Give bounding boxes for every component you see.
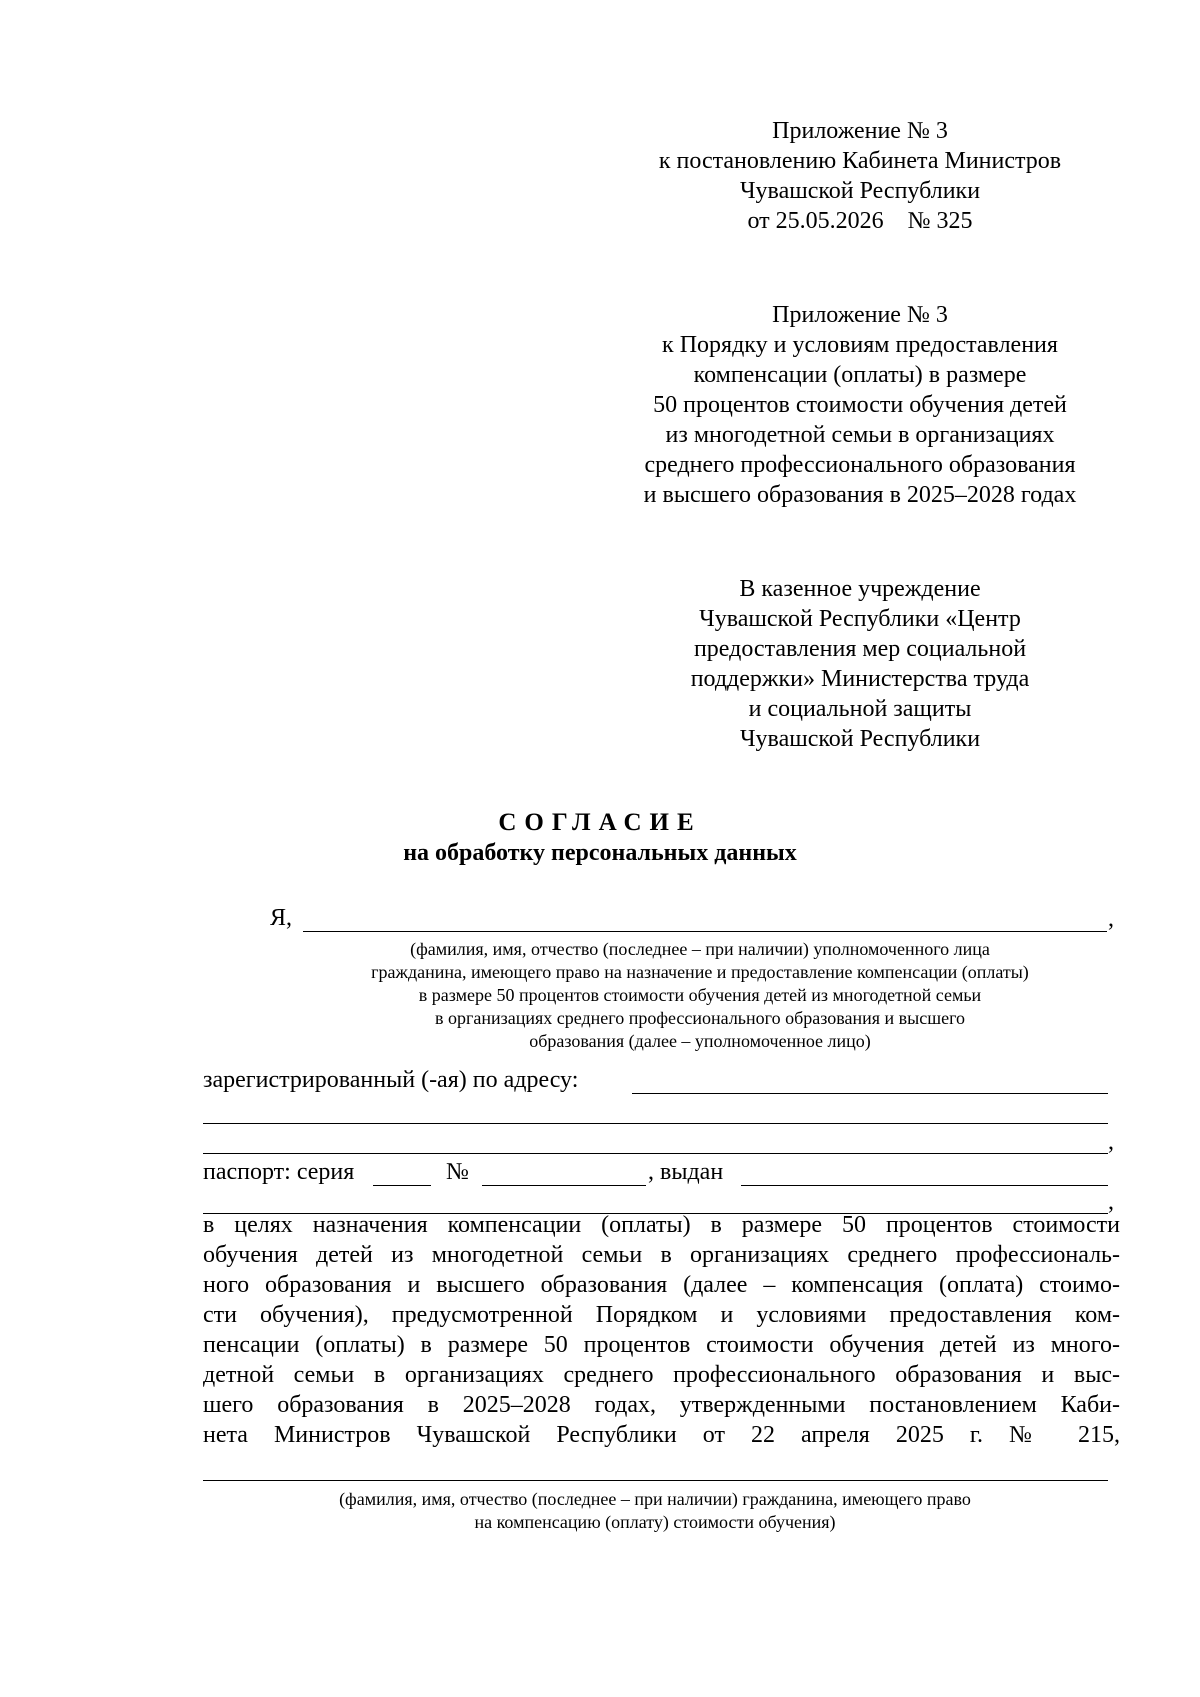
addressee-block xyxy=(600,574,1120,754)
appendix-line: к Порядку и условиям предоставления xyxy=(662,332,1058,358)
body-line: в целях назначения компенсации (оплаты) в размере 50 процентов стоимости xyxy=(203,1212,1120,1238)
appendix-line: к постановлению Кабинета Министров xyxy=(658,148,1062,174)
addressee-line: В казенное учреждение xyxy=(739,576,981,602)
body-line: нета Министров Чувашской Республики от 22 апреля 2025 г. № 215, xyxy=(203,1422,1120,1448)
body-line: обучения детей из многодетной семьи в организациях среднего профессиональ- xyxy=(203,1242,1120,1268)
appendix-line: компенсации (оплаты) в размере xyxy=(693,362,1027,388)
passport-number-label: № xyxy=(446,1159,469,1185)
address-field-line-2[interactable] xyxy=(203,1123,1108,1124)
passport-series-field[interactable] xyxy=(373,1185,431,1186)
appendix-header-procedure xyxy=(600,300,1120,510)
fio-note xyxy=(240,938,1160,1053)
appendix-line: от 25.05.2026 № 325 xyxy=(747,208,973,234)
appendix-line: 50 процентов стоимости обучения детей xyxy=(653,392,1067,418)
appendix-line: и высшего образования в 2025–2028 годах xyxy=(643,482,1077,508)
addressee-line: Чувашской Республики «Центр xyxy=(699,606,1021,632)
citizen-fio-note xyxy=(200,1488,1110,1534)
appendix-line: среднего профессионального образования xyxy=(644,452,1076,478)
appendix-header-resolution xyxy=(600,116,1120,236)
addressee-line: и социальной защиты xyxy=(748,696,972,722)
body-line: пенсации (оплаты) в размере 50 процентов стоимости обучения детей из много- xyxy=(203,1332,1120,1358)
appendix-line: Чувашской Республики xyxy=(739,178,981,204)
note-line: гражданина, имеющего право на назначение и предоставление компенсации (оплаты) xyxy=(371,962,1029,982)
appendix-line: Приложение № 3 xyxy=(772,302,948,328)
body-line: детной семьи в организациях среднего профессионального образования и выс- xyxy=(203,1362,1120,1388)
citizen-fio-field-line[interactable] xyxy=(203,1480,1108,1481)
comma: , xyxy=(1108,906,1114,932)
i-label: Я, xyxy=(270,905,293,931)
document-title xyxy=(0,808,1200,868)
note-line: образования (далее – уполномоченное лицо) xyxy=(529,1031,871,1051)
comma: , xyxy=(1108,1129,1114,1155)
body-line: шего образования в 2025–2028 годах, утвержденными постановлением Каби- xyxy=(203,1392,1120,1418)
note-line: на компенсацию (оплату) стоимости обучения) xyxy=(474,1512,836,1532)
passport-number-field[interactable] xyxy=(482,1185,646,1186)
appendix-line: из многодетной семьи в организациях xyxy=(665,422,1055,448)
body-line: ного образования и высшего образования (далее – компенсация (оплата) стоимо- xyxy=(203,1272,1120,1298)
issued-label: , выдан xyxy=(648,1159,724,1185)
body-line: сти обучения), предусмотренной Порядком и условиями предоставления ком- xyxy=(203,1302,1120,1328)
addressee-line: поддержки» Министерства труда xyxy=(690,666,1030,692)
issued-by-field-line-1[interactable] xyxy=(741,1185,1108,1186)
address-field-line-3[interactable] xyxy=(203,1153,1108,1154)
note-line: (фамилия, имя, отчество (последнее – при наличии) уполномоченного лица xyxy=(410,939,990,959)
note-line: в размере 50 процентов стоимости обучения детей из многодетной семьи xyxy=(418,985,982,1005)
note-line: в организациях среднего профессионального образования и высшего xyxy=(434,1008,966,1028)
appendix-line: Приложение № 3 xyxy=(772,118,948,144)
consent-body-paragraph xyxy=(203,1210,1120,1450)
title-sub: на обработку персональных данных xyxy=(403,840,797,866)
comma: , xyxy=(1108,1189,1114,1215)
title-main: СОГЛАСИЕ xyxy=(498,809,702,836)
address-field-line-1[interactable] xyxy=(632,1093,1108,1094)
addressee-line: Чувашской Республики xyxy=(739,726,981,752)
fio-field-line[interactable] xyxy=(303,931,1107,932)
passport-series-label: паспорт: серия xyxy=(203,1159,355,1185)
note-line: (фамилия, имя, отчество (последнее – при наличии) гражданина, имеющего право xyxy=(339,1489,971,1509)
registered-label: зарегистрированный (-ая) по адресу: xyxy=(203,1067,579,1093)
addressee-line: предоставления мер социальной xyxy=(693,636,1027,662)
